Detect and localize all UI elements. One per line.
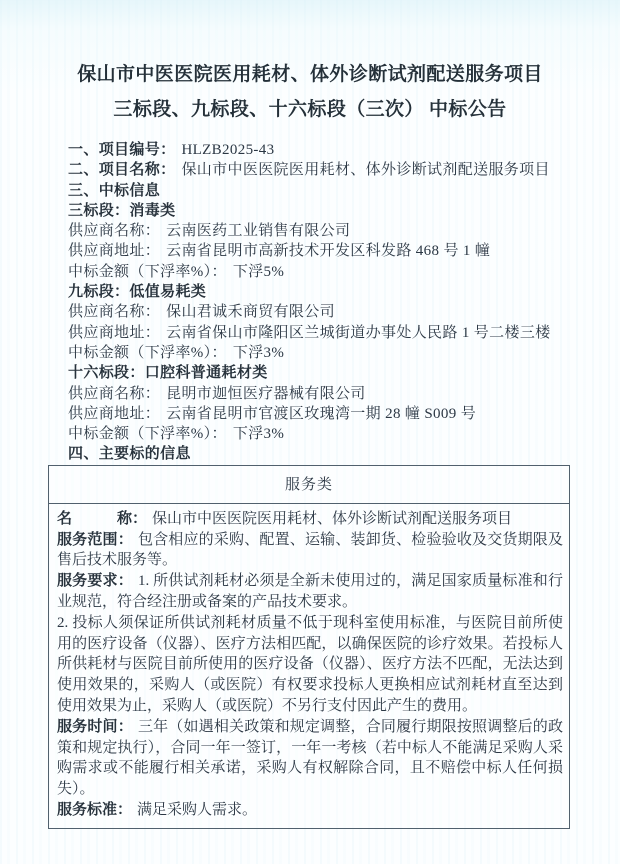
table-row-service-time bbox=[57, 717, 563, 800]
supplier-name-value: 昆明市迦恒医疗器械有限公司 bbox=[166, 385, 366, 402]
supplier-name-value: 保山君诚禾商贸有限公司 bbox=[166, 304, 335, 321]
service-table-header: 服务类 bbox=[49, 466, 569, 504]
row-text: 2. 投标人须保证所供试剂耗材质量不低于现科室使用标准，与医院目前所使用的医疗设备（仪器）、医疗方法相匹配，以确保医院的诊疗效果。若投标人所供耗材与医院目前所使用的医疗设备（仪器）、医疗方法不匹配，无法达到使用效果的，采购人（或医院）有权要求投标人更换相应试剂耗材直至达到使用效果为止，采购人（或医院）不另行支付因此产生的费用。 bbox=[57, 614, 563, 714]
table-row-scope bbox=[57, 530, 563, 572]
lot-1-amount bbox=[68, 262, 578, 282]
lot-2-heading: 九标段：低值易耗类 bbox=[68, 284, 207, 301]
title-line-1: 保山市中医医院医用耗材、体外诊断试剂配送服务项目 bbox=[77, 64, 543, 85]
row-label: 服务要求： bbox=[57, 573, 133, 590]
row-text: 保山市中医医院医用耗材、体外诊断试剂配送服务项目 bbox=[152, 510, 513, 527]
supplier-address-value: 云南省昆明市高新技术开发区科发路 468 号 1 幢 bbox=[166, 243, 491, 260]
supplier-name-label: 供应商名称： bbox=[68, 385, 161, 402]
title-line-2: 三标段、九标段、十六标段（三次） 中标公告 bbox=[113, 99, 507, 120]
row-label: 服务时间： bbox=[57, 718, 133, 735]
row-text: 三年（如遇相关政策和规定调整，合同履行期限按照调整后的政策和规定执行），合同一年一签订，一年一考核（若中标人不能满足采购人采购需求或不能履行相关承诺，采购人有权解除合同，且不赔偿中标人任何损失）。 bbox=[57, 718, 563, 798]
amount-value: 下浮5% bbox=[232, 263, 285, 280]
project-number-label: 一、项目编号： bbox=[68, 142, 176, 158]
amount-value: 下浮3% bbox=[232, 344, 285, 361]
amount-label: 中标金额（下浮率%）： bbox=[68, 426, 227, 443]
award-info-heading: 三、中标信息 bbox=[68, 182, 161, 199]
service-table bbox=[48, 465, 570, 829]
row-label: 服务标准： bbox=[57, 801, 133, 818]
lot-2-supplier-address bbox=[68, 323, 578, 343]
document-body bbox=[68, 140, 578, 465]
project-number-line bbox=[68, 140, 578, 160]
row-label: 名 称： bbox=[57, 510, 148, 527]
lot-3-amount bbox=[68, 424, 578, 444]
supplier-address-value: 云南省保山市隆阳区兰城街道办事处人民路 1 号二楼三楼 bbox=[166, 324, 551, 341]
amount-value: 下浮3% bbox=[232, 426, 285, 443]
supplier-name-label: 供应商名称： bbox=[68, 304, 161, 321]
project-name-value: 保山市中医医院医用耗材、体外诊断试剂配送服务项目 bbox=[181, 162, 550, 179]
lot-2-amount bbox=[68, 343, 578, 363]
lot-3-heading: 十六标段：口腔科普通耗材类 bbox=[68, 365, 268, 382]
project-name-line bbox=[68, 160, 578, 180]
table-row-requirement-1 bbox=[57, 571, 563, 613]
table-row-name bbox=[57, 509, 563, 530]
row-label: 服务范围： bbox=[57, 531, 133, 548]
lot-3-supplier-address bbox=[68, 404, 578, 424]
supplier-name-value: 云南医药工业销售有限公司 bbox=[166, 223, 351, 240]
lot-1-supplier-name bbox=[68, 221, 578, 241]
amount-label: 中标金额（下浮率%）： bbox=[68, 263, 227, 280]
amount-label: 中标金额（下浮率%）： bbox=[68, 344, 227, 361]
lot-1-supplier-address bbox=[68, 241, 578, 261]
row-text: 满足采购人需求。 bbox=[137, 801, 258, 818]
supplier-name-label: 供应商名称： bbox=[68, 223, 161, 240]
project-name-label: 二、项目名称： bbox=[68, 162, 176, 179]
lot-2-supplier-name bbox=[68, 302, 578, 322]
supplier-address-label: 供应商地址： bbox=[68, 324, 161, 341]
table-row-requirement-2 bbox=[57, 613, 563, 717]
row-text: 包含相应的采购、配置、运输、装卸货、检验验收及交货期限及售后技术服务等。 bbox=[57, 531, 563, 569]
supplier-address-value: 云南省昆明市官渡区玫瑰湾一期 28 幢 S009 号 bbox=[166, 405, 477, 422]
table-row-service-standard bbox=[57, 800, 563, 821]
project-number-value: HLZB2025-43 bbox=[181, 142, 275, 158]
service-table-body bbox=[49, 504, 569, 828]
supplier-address-label: 供应商地址： bbox=[68, 405, 161, 422]
lot-3-supplier-name bbox=[68, 384, 578, 404]
lot-1-heading: 三标段：消毒类 bbox=[68, 202, 176, 219]
document-title bbox=[34, 57, 586, 127]
supplier-address-label: 供应商地址： bbox=[68, 243, 161, 260]
row-text: 1. 所供试剂耗材必须是全新未使用过的，满足国家质量标准和行业规范，符合经注册或备案的产品技术要求。 bbox=[57, 573, 563, 610]
main-subject-heading: 四、主要标的信息 bbox=[68, 446, 191, 463]
